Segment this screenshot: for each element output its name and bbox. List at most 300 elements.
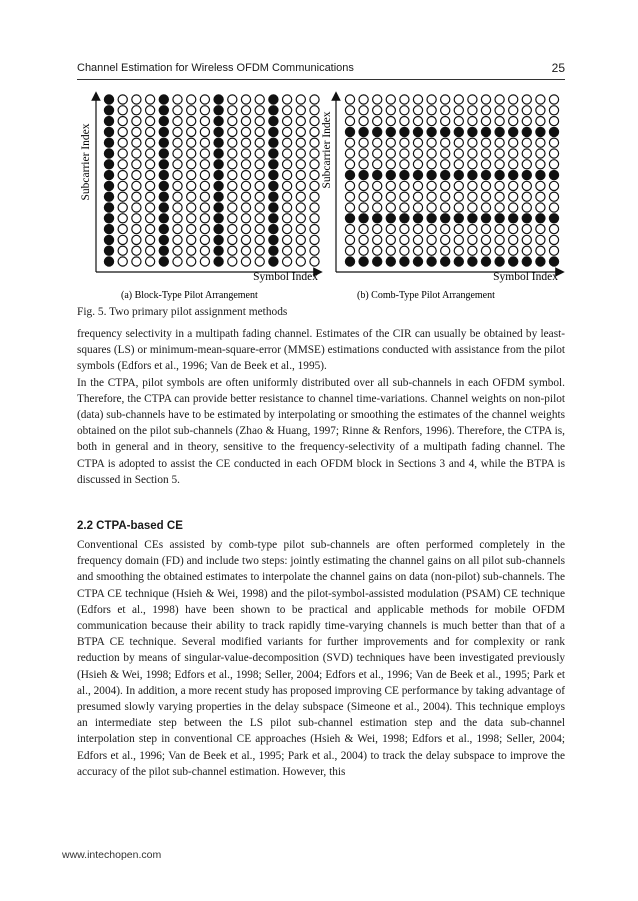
- data-symbol: [359, 246, 368, 255]
- pilot-symbol: [214, 171, 223, 180]
- pilot-symbol: [104, 171, 113, 180]
- pilot-symbol: [104, 214, 113, 223]
- pilot-symbol: [400, 257, 409, 266]
- data-symbol: [549, 106, 558, 115]
- panel-b-xlabel: Symbol Index: [493, 271, 558, 283]
- pilot-symbol: [269, 95, 278, 104]
- data-symbol: [345, 225, 354, 234]
- data-symbol: [283, 192, 292, 201]
- data-symbol: [200, 246, 209, 255]
- data-symbol: [228, 192, 237, 201]
- data-symbol: [441, 225, 450, 234]
- data-symbol: [413, 192, 422, 201]
- data-symbol: [536, 160, 545, 169]
- data-symbol: [173, 181, 182, 190]
- data-symbol: [373, 203, 382, 212]
- pilot-symbol: [345, 127, 354, 136]
- data-symbol: [283, 117, 292, 126]
- data-symbol: [173, 117, 182, 126]
- pilot-symbol: [159, 181, 168, 190]
- data-symbol: [241, 160, 250, 169]
- pilot-symbol: [427, 171, 436, 180]
- data-symbol: [132, 149, 141, 158]
- data-symbol: [255, 149, 264, 158]
- pilot-symbol: [373, 257, 382, 266]
- data-symbol: [187, 138, 196, 147]
- data-symbol: [296, 106, 305, 115]
- data-symbol: [441, 235, 450, 244]
- data-symbol: [255, 203, 264, 212]
- data-symbol: [296, 214, 305, 223]
- data-symbol: [200, 149, 209, 158]
- data-symbol: [132, 235, 141, 244]
- pilot-symbol: [359, 214, 368, 223]
- data-symbol: [359, 149, 368, 158]
- data-symbol: [283, 127, 292, 136]
- data-symbol: [509, 149, 518, 158]
- pilot-symbol: [481, 127, 490, 136]
- data-symbol: [441, 106, 450, 115]
- data-symbol: [132, 214, 141, 223]
- data-symbol: [413, 106, 422, 115]
- data-symbol: [310, 127, 319, 136]
- pilot-symbol: [359, 257, 368, 266]
- pilot-symbol: [400, 171, 409, 180]
- data-symbol: [536, 117, 545, 126]
- data-symbol: [255, 225, 264, 234]
- data-symbol: [454, 138, 463, 147]
- data-symbol: [146, 117, 155, 126]
- data-symbol: [536, 138, 545, 147]
- data-symbol: [509, 160, 518, 169]
- data-symbol: [255, 235, 264, 244]
- data-symbol: [283, 138, 292, 147]
- pilot-symbol: [104, 203, 113, 212]
- data-symbol: [228, 257, 237, 266]
- data-symbol: [255, 181, 264, 190]
- data-symbol: [132, 192, 141, 201]
- pilot-symbol: [468, 257, 477, 266]
- data-symbol: [187, 171, 196, 180]
- data-symbol: [549, 192, 558, 201]
- data-symbol: [536, 203, 545, 212]
- data-symbol: [549, 235, 558, 244]
- paragraph-1: frequency selectivity in a multipath fading channel. Estimates of the CIR can usually be obtained by least-squares (LS) or minimum-mean-square-error (MMSE) estimations conducted with assistance from the pilot symbols (Edfors et al., 1996; Van de Beek et al., 1995).: [77, 328, 565, 373]
- data-symbol: [241, 171, 250, 180]
- data-symbol: [296, 149, 305, 158]
- data-symbol: [255, 138, 264, 147]
- pilot-symbol: [104, 160, 113, 169]
- pilot-symbol: [536, 127, 545, 136]
- data-symbol: [118, 160, 127, 169]
- pilot-symbol: [345, 214, 354, 223]
- pilot-symbol: [104, 257, 113, 266]
- data-symbol: [310, 203, 319, 212]
- pilot-symbol: [104, 138, 113, 147]
- data-symbol: [386, 138, 395, 147]
- data-symbol: [228, 235, 237, 244]
- data-symbol: [118, 203, 127, 212]
- data-symbol: [386, 149, 395, 158]
- data-symbol: [536, 192, 545, 201]
- data-symbol: [454, 235, 463, 244]
- data-symbol: [536, 149, 545, 158]
- pilot-arrangement-figure: [0, 0, 638, 310]
- data-symbol: [132, 181, 141, 190]
- data-symbol: [536, 95, 545, 104]
- pilot-symbol: [522, 171, 531, 180]
- data-symbol: [118, 117, 127, 126]
- pilot-symbol: [214, 127, 223, 136]
- data-symbol: [359, 160, 368, 169]
- data-symbol: [228, 181, 237, 190]
- data-symbol: [427, 95, 436, 104]
- data-symbol: [427, 106, 436, 115]
- data-symbol: [200, 203, 209, 212]
- pilot-symbol: [481, 171, 490, 180]
- data-symbol: [283, 203, 292, 212]
- data-symbol: [283, 181, 292, 190]
- pilot-symbol: [359, 127, 368, 136]
- data-symbol: [132, 171, 141, 180]
- data-symbol: [118, 246, 127, 255]
- pilot-symbol: [214, 149, 223, 158]
- data-symbol: [187, 117, 196, 126]
- data-symbol: [400, 225, 409, 234]
- data-symbol: [187, 95, 196, 104]
- data-symbol: [549, 246, 558, 255]
- data-symbol: [454, 95, 463, 104]
- data-symbol: [310, 149, 319, 158]
- data-symbol: [118, 127, 127, 136]
- data-symbol: [441, 138, 450, 147]
- data-symbol: [509, 192, 518, 201]
- data-symbol: [296, 203, 305, 212]
- data-symbol: [146, 246, 155, 255]
- data-symbol: [509, 117, 518, 126]
- data-symbol: [373, 160, 382, 169]
- data-symbol: [468, 235, 477, 244]
- data-symbol: [132, 95, 141, 104]
- data-symbol: [468, 138, 477, 147]
- data-symbol: [173, 149, 182, 158]
- pilot-symbol: [269, 225, 278, 234]
- data-symbol: [413, 149, 422, 158]
- data-symbol: [132, 160, 141, 169]
- data-symbol: [481, 192, 490, 201]
- pilot-symbol: [214, 214, 223, 223]
- data-symbol: [187, 192, 196, 201]
- data-symbol: [509, 235, 518, 244]
- data-symbol: [468, 117, 477, 126]
- pilot-symbol: [214, 117, 223, 126]
- data-symbol: [283, 235, 292, 244]
- pilot-symbol: [441, 127, 450, 136]
- data-symbol: [146, 149, 155, 158]
- pilot-symbol: [214, 181, 223, 190]
- pilot-symbol: [427, 127, 436, 136]
- data-symbol: [241, 117, 250, 126]
- panel-b-grid: [345, 95, 558, 266]
- data-symbol: [373, 106, 382, 115]
- data-symbol: [536, 225, 545, 234]
- page-number: 25: [551, 61, 565, 75]
- data-symbol: [481, 138, 490, 147]
- data-symbol: [296, 138, 305, 147]
- data-symbol: [283, 160, 292, 169]
- data-symbol: [118, 171, 127, 180]
- pilot-symbol: [159, 127, 168, 136]
- pilot-symbol: [400, 127, 409, 136]
- pilot-symbol: [159, 192, 168, 201]
- data-symbol: [296, 117, 305, 126]
- data-symbol: [359, 95, 368, 104]
- data-symbol: [522, 235, 531, 244]
- data-symbol: [386, 225, 395, 234]
- data-symbol: [187, 246, 196, 255]
- data-symbol: [310, 106, 319, 115]
- pilot-symbol: [509, 171, 518, 180]
- data-symbol: [549, 95, 558, 104]
- data-symbol: [400, 106, 409, 115]
- data-symbol: [310, 171, 319, 180]
- pilot-symbol: [104, 225, 113, 234]
- pilot-symbol: [269, 257, 278, 266]
- pilot-symbol: [373, 171, 382, 180]
- pilot-symbol: [159, 214, 168, 223]
- pilot-symbol: [214, 106, 223, 115]
- data-symbol: [187, 160, 196, 169]
- data-symbol: [373, 117, 382, 126]
- data-symbol: [495, 138, 504, 147]
- data-symbol: [413, 138, 422, 147]
- data-symbol: [481, 203, 490, 212]
- data-symbol: [283, 95, 292, 104]
- data-symbol: [241, 246, 250, 255]
- panel-b: [321, 95, 560, 301]
- data-symbol: [495, 95, 504, 104]
- pilot-symbol: [269, 171, 278, 180]
- pilot-symbol: [269, 117, 278, 126]
- data-symbol: [296, 95, 305, 104]
- data-symbol: [481, 95, 490, 104]
- data-symbol: [427, 181, 436, 190]
- panel-b-ylabel: Subcarrier Index: [321, 111, 333, 189]
- data-symbol: [345, 95, 354, 104]
- data-symbol: [283, 171, 292, 180]
- pilot-symbol: [159, 171, 168, 180]
- pilot-symbol: [454, 171, 463, 180]
- data-symbol: [296, 160, 305, 169]
- data-symbol: [427, 192, 436, 201]
- pilot-symbol: [214, 246, 223, 255]
- data-symbol: [200, 95, 209, 104]
- data-symbol: [495, 235, 504, 244]
- pilot-symbol: [104, 192, 113, 201]
- data-symbol: [495, 246, 504, 255]
- data-symbol: [187, 235, 196, 244]
- data-symbol: [522, 192, 531, 201]
- data-symbol: [200, 257, 209, 266]
- data-symbol: [132, 117, 141, 126]
- data-symbol: [468, 160, 477, 169]
- data-symbol: [132, 246, 141, 255]
- pilot-symbol: [214, 257, 223, 266]
- data-symbol: [481, 160, 490, 169]
- data-symbol: [228, 149, 237, 158]
- pilot-symbol: [104, 181, 113, 190]
- pilot-symbol: [427, 214, 436, 223]
- data-symbol: [132, 138, 141, 147]
- data-symbol: [241, 149, 250, 158]
- data-symbol: [522, 117, 531, 126]
- data-symbol: [228, 225, 237, 234]
- pilot-symbol: [269, 235, 278, 244]
- data-symbol: [241, 225, 250, 234]
- data-symbol: [173, 127, 182, 136]
- data-symbol: [454, 181, 463, 190]
- pilot-symbol: [159, 257, 168, 266]
- data-symbol: [386, 235, 395, 244]
- data-symbol: [468, 192, 477, 201]
- pilot-symbol: [495, 257, 504, 266]
- data-symbol: [345, 149, 354, 158]
- pilot-symbol: [400, 214, 409, 223]
- data-symbol: [255, 246, 264, 255]
- panel-a-ylabel: Subcarrier Index: [80, 123, 92, 201]
- data-symbol: [146, 95, 155, 104]
- data-symbol: [386, 181, 395, 190]
- data-symbol: [454, 246, 463, 255]
- data-symbol: [345, 235, 354, 244]
- data-symbol: [310, 138, 319, 147]
- data-symbol: [228, 214, 237, 223]
- pilot-symbol: [214, 160, 223, 169]
- pilot-symbol: [427, 257, 436, 266]
- data-symbol: [187, 214, 196, 223]
- data-symbol: [386, 117, 395, 126]
- data-symbol: [118, 106, 127, 115]
- data-symbol: [359, 235, 368, 244]
- data-symbol: [495, 106, 504, 115]
- data-symbol: [522, 246, 531, 255]
- data-symbol: [373, 95, 382, 104]
- pilot-symbol: [536, 257, 545, 266]
- data-symbol: [509, 181, 518, 190]
- data-symbol: [200, 181, 209, 190]
- section-heading: 2.2 CTPA-based CE: [77, 520, 183, 532]
- data-symbol: [522, 203, 531, 212]
- data-symbol: [283, 106, 292, 115]
- data-symbol: [522, 225, 531, 234]
- data-symbol: [200, 127, 209, 136]
- data-symbol: [228, 160, 237, 169]
- data-symbol: [468, 203, 477, 212]
- data-symbol: [345, 192, 354, 201]
- data-symbol: [132, 106, 141, 115]
- data-symbol: [481, 106, 490, 115]
- data-symbol: [173, 214, 182, 223]
- data-symbol: [118, 138, 127, 147]
- data-symbol: [241, 127, 250, 136]
- pilot-symbol: [269, 138, 278, 147]
- data-symbol: [296, 171, 305, 180]
- data-symbol: [495, 117, 504, 126]
- data-symbol: [132, 257, 141, 266]
- data-symbol: [146, 160, 155, 169]
- data-symbol: [400, 246, 409, 255]
- pilot-symbol: [159, 95, 168, 104]
- data-symbol: [310, 214, 319, 223]
- data-symbol: [413, 203, 422, 212]
- pilot-symbol: [509, 214, 518, 223]
- data-symbol: [345, 246, 354, 255]
- data-symbol: [200, 117, 209, 126]
- data-symbol: [241, 95, 250, 104]
- panel-a-grid: [104, 95, 319, 266]
- data-symbol: [173, 192, 182, 201]
- data-symbol: [146, 192, 155, 201]
- data-symbol: [345, 138, 354, 147]
- data-symbol: [255, 127, 264, 136]
- pilot-symbol: [269, 246, 278, 255]
- data-symbol: [427, 160, 436, 169]
- data-symbol: [413, 117, 422, 126]
- data-symbol: [522, 181, 531, 190]
- data-symbol: [173, 160, 182, 169]
- data-symbol: [173, 171, 182, 180]
- pilot-symbol: [159, 106, 168, 115]
- data-symbol: [509, 106, 518, 115]
- data-symbol: [296, 181, 305, 190]
- data-symbol: [345, 106, 354, 115]
- data-symbol: [255, 117, 264, 126]
- pilot-symbol: [269, 203, 278, 212]
- data-symbol: [283, 214, 292, 223]
- data-symbol: [481, 235, 490, 244]
- pilot-symbol: [159, 225, 168, 234]
- data-symbol: [468, 246, 477, 255]
- data-symbol: [495, 192, 504, 201]
- panel-a-sublabel: (a) Block-Type Pilot Arrangement: [121, 290, 258, 301]
- pilot-symbol: [386, 257, 395, 266]
- data-symbol: [146, 106, 155, 115]
- pilot-symbol: [104, 117, 113, 126]
- footer-url: www.intechopen.com: [62, 849, 162, 861]
- data-symbol: [386, 106, 395, 115]
- data-symbol: [468, 225, 477, 234]
- data-symbol: [146, 181, 155, 190]
- data-symbol: [536, 106, 545, 115]
- data-symbol: [310, 192, 319, 201]
- pilot-symbol: [481, 214, 490, 223]
- pilot-symbol: [104, 149, 113, 158]
- data-symbol: [310, 117, 319, 126]
- pilot-symbol: [214, 95, 223, 104]
- data-symbol: [146, 257, 155, 266]
- data-symbol: [283, 246, 292, 255]
- data-symbol: [400, 117, 409, 126]
- pilot-symbol: [159, 138, 168, 147]
- data-symbol: [549, 203, 558, 212]
- data-symbol: [536, 246, 545, 255]
- data-symbol: [228, 171, 237, 180]
- data-symbol: [427, 149, 436, 158]
- data-symbol: [468, 149, 477, 158]
- pilot-symbol: [373, 127, 382, 136]
- pilot-symbol: [159, 235, 168, 244]
- data-symbol: [118, 257, 127, 266]
